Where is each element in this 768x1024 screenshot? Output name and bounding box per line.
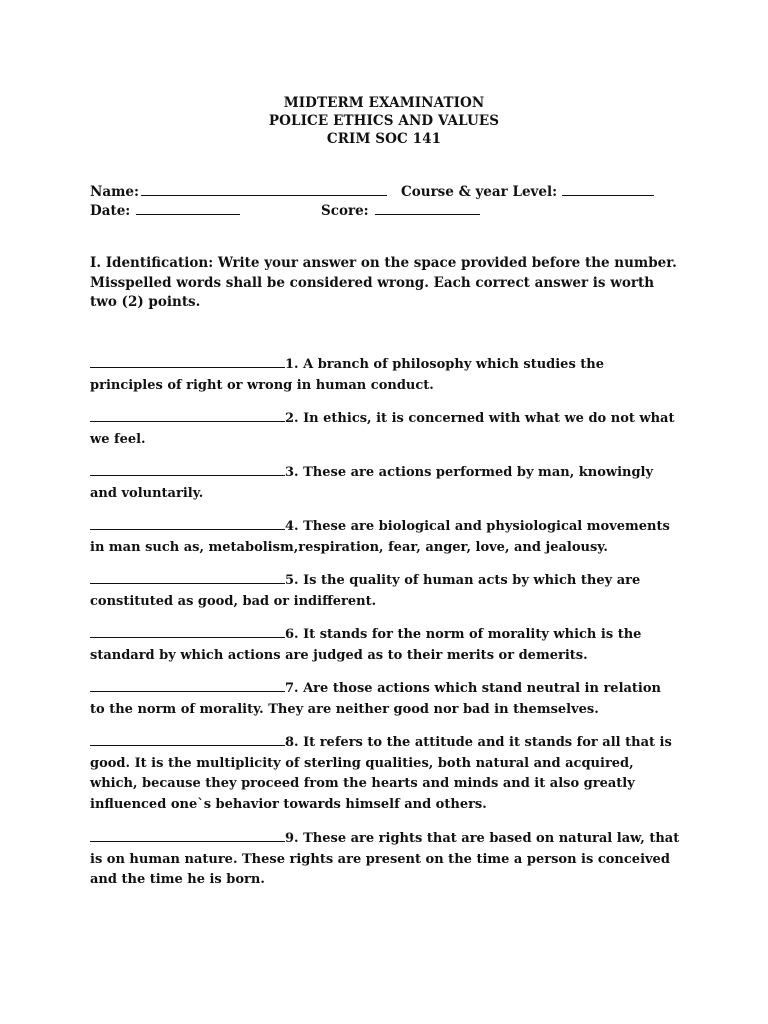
course-title: POLICE ETHICS AND VALUES (268, 113, 500, 129)
answer-blank[interactable] (90, 408, 285, 422)
score-label: Score: (321, 203, 369, 219)
question-text: 3. These are actions performed by man, knowingly and voluntarily. (90, 465, 654, 501)
date-label: Date: (90, 203, 131, 219)
instructions-text: I. Identification: Write your answer on the space provided before the number. Misspelled words shall be considered wrong. Each correct answer is worth two (2) points. (90, 255, 677, 310)
answer-blank[interactable] (90, 678, 285, 692)
answer-blank[interactable] (90, 828, 285, 842)
question-text: 5. Is the quality of human acts by which they are constituted as good, bad or indifferent. (90, 573, 641, 609)
name-label: Name: (90, 184, 139, 200)
score-blank[interactable] (375, 201, 480, 215)
question-text: 9. These are rights that are based on natural law, that is on human nature. These rights are present on the time a person is conceived and the time he is born. (90, 831, 680, 887)
score-field (321, 201, 480, 220)
question-item (90, 624, 680, 666)
course-blank[interactable] (562, 182, 654, 196)
question-item (90, 828, 680, 891)
exam-title: MIDTERM EXAMINATION (283, 95, 485, 111)
question-text: 1. A branch of philosophy which studies the principles of right or wrong in human conduct. (90, 357, 605, 393)
question-text: 2. In ethics, it is concerned with what we do not what we feel. (90, 411, 675, 447)
question-item (90, 462, 680, 504)
question-text: 8. It refers to the attitude and it stands for all that is good. It is the multiplicity of sterling qualities, both natural and acquired, which, because they proceed from the hearts and minds and it also greatly influenced one`s behavior towards himself and others. (90, 735, 672, 812)
question-item (90, 354, 680, 396)
answer-blank[interactable] (90, 732, 285, 746)
date-field (90, 201, 240, 220)
course-field (401, 182, 654, 201)
answer-blank[interactable] (90, 462, 285, 476)
course-label: Course & year Level: (401, 184, 558, 200)
question-item (90, 732, 680, 815)
question-item (90, 678, 680, 720)
answer-blank[interactable] (90, 354, 285, 368)
question-item (90, 408, 680, 450)
name-blank[interactable] (141, 182, 387, 196)
name-field (90, 182, 387, 201)
course-code: CRIM SOC 141 (326, 131, 442, 147)
date-blank[interactable] (136, 201, 240, 215)
question-text: 7. Are those actions which stand neutral in relation to the norm of morality. They are neither good nor bad in themselves. (90, 681, 661, 717)
answer-blank[interactable] (90, 570, 285, 584)
question-item (90, 516, 680, 558)
question-item (90, 570, 680, 612)
question-text: 6. It stands for the norm of morality which is the standard by which actions are judged as to their merits or demerits. (90, 627, 642, 663)
answer-blank[interactable] (90, 516, 285, 530)
answer-blank[interactable] (90, 624, 285, 638)
question-text: 4. These are biological and physiological movements in man such as, metabolism,respiration, fear, anger, love, and jealousy. (90, 519, 670, 555)
exam-title-block (0, 94, 768, 148)
